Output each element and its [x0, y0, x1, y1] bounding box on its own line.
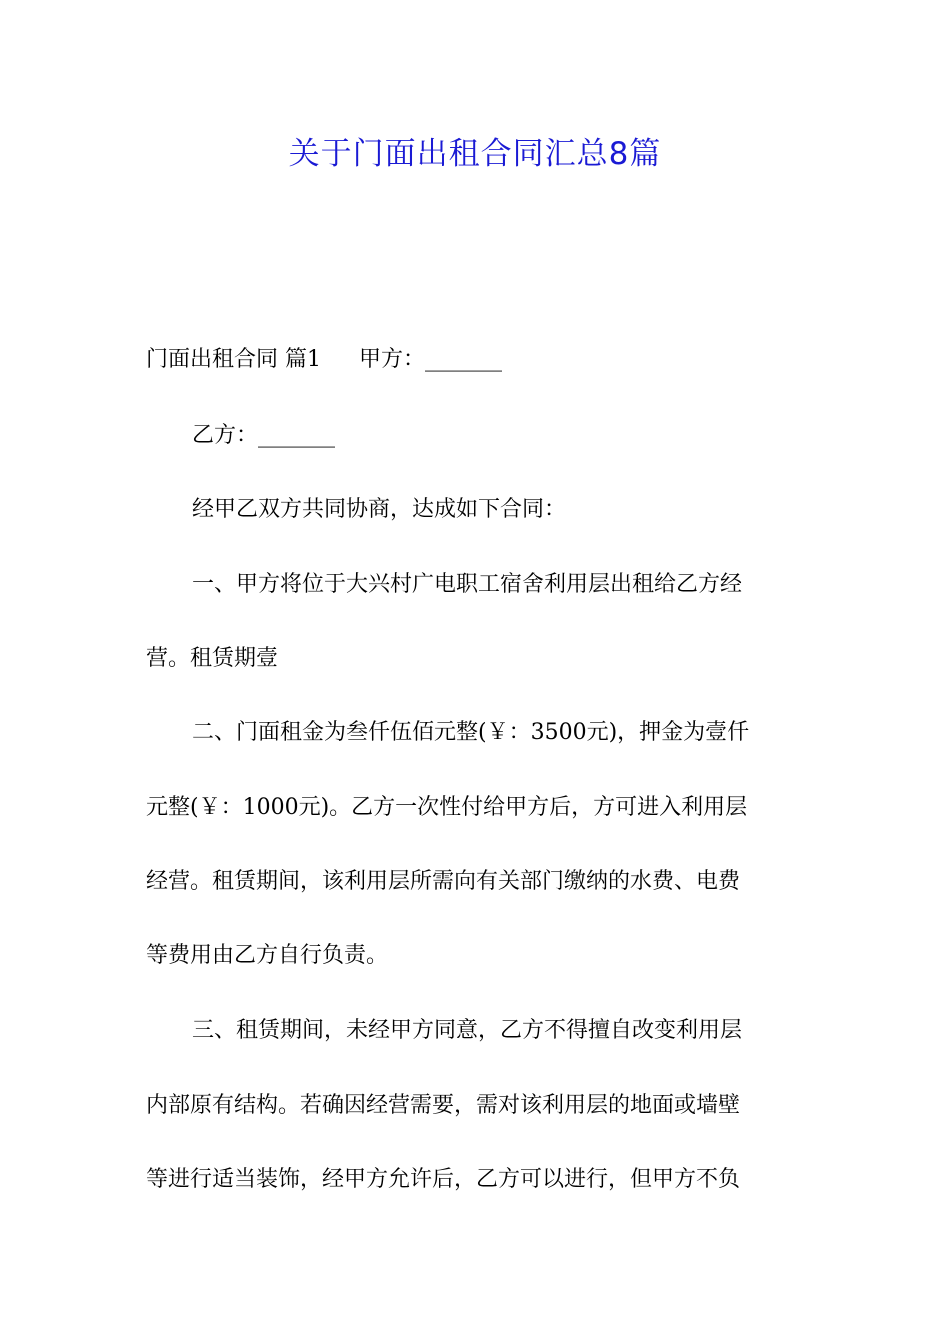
clause-1-line-1: 一、甲方将位于大兴村广电职工宿舍利用层出租给乙方经 [192, 572, 743, 597]
clause-2-line-1: 二、门面租金为叁仟伍佰元整(￥：3500元)，押金为壹仟 [192, 720, 750, 745]
party-a-field: 甲方：_______ [359, 347, 503, 372]
document-title: 关于门面出租合同汇总8篇 [288, 136, 662, 172]
party-b-field: 乙方：_______ [192, 423, 336, 448]
clause-2-line-2: 元整(￥：1000元)。乙方一次性付给甲方后，方可进入利用层 [146, 795, 748, 820]
clause-3-line-2: 内部原有结构。若确因经营需要，需对该利用层的地面或墙壁 [146, 1093, 741, 1118]
clause-3-line-3: 等进行适当装饰，经甲方允许后，乙方可以进行，但甲方不负 [146, 1167, 741, 1192]
clause-2-line-4: 等费用由乙方自行负责。 [146, 943, 389, 968]
contract-heading-line [146, 343, 806, 377]
clause-2-line-3: 经营。租赁期间，该利用层所需向有关部门缴纳的水费、电费 [146, 869, 741, 894]
contract-heading: 门面出租合同 篇1 [146, 347, 321, 372]
paragraph-intro: 经甲乙双方共同协商，达成如下合同： [192, 497, 567, 522]
clause-3-line-1: 三、租赁期间，未经甲方同意，乙方不得擅自改变利用层 [192, 1018, 743, 1043]
clause-1-line-2: 营。租赁期壹 [146, 646, 279, 671]
